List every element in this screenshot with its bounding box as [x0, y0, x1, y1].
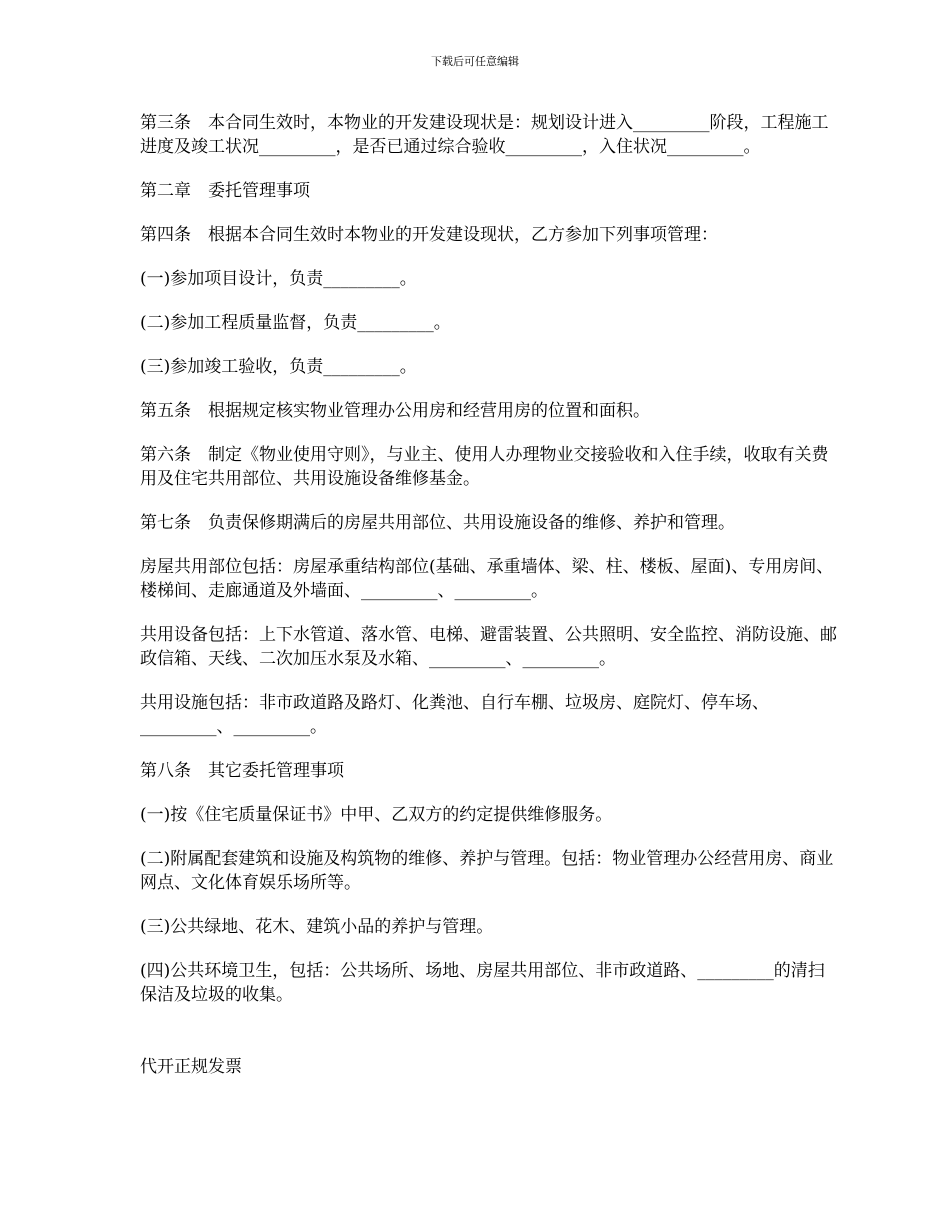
- article-3-paragraph: 第三条 本合同生效时，本物业的开发建设现状是：规划设计进入_________阶段，工程施工进度及竣工状况_________，是否已通过综合验收_________，入住状况_________。: [140, 113, 829, 157]
- chapter-2-heading: 第二章 委托管理事项: [140, 181, 310, 201]
- invoice-note: 代开正规发票: [140, 1057, 242, 1077]
- article-8-item-2: (二)附属配套建筑和设施及构筑物的维修、养护与管理。包括：物业管理办公经营用房、商业网点、文化体育娱乐场所等。: [140, 849, 834, 893]
- page-header: 下载后可任意编辑: [431, 55, 519, 68]
- article-4-item-1: (一)参加项目设计，负责_________。: [140, 269, 417, 289]
- shared-equipment-paragraph: 共用设备包括：上下水管道、落水管、电梯、避雷装置、公共照明、安全监控、消防设施、邮政信箱、天线、二次加压水泵及水箱、_________、_________。: [140, 625, 837, 669]
- article-8-paragraph: 第八条 其它委托管理事项: [140, 761, 344, 781]
- article-7-paragraph: 第七条 负责保修期满后的房屋共用部位、共用设施设备的维修、养护和管理。: [140, 513, 735, 533]
- document-body: [140, 111, 840, 1099]
- article-4-item-3: (三)参加竣工验收，负责_________。: [140, 357, 417, 377]
- article-8-item-4: (四)公共环境卫生，包括：公共场所、场地、房屋共用部位、非市政道路、_________的清扫保洁及垃圾的收集。: [140, 961, 825, 1005]
- article-5-paragraph: 第五条 根据规定核实物业管理办公用房和经营用房的位置和面积。: [140, 401, 650, 421]
- article-4-paragraph: 第四条 根据本合同生效时本物业的开发建设现状，乙方参加下列事项管理：: [140, 225, 718, 245]
- article-4-item-2: (二)参加工程质量监督，负责_________。: [140, 313, 451, 333]
- shared-facilities-paragraph: 共用设施包括：非市政道路及路灯、化粪池、自行车棚、垃圾房、庭院灯、停车场、_________、_________。: [140, 693, 769, 737]
- article-8-item-1: (一)按《住宅质量保证书》中甲、乙双方的约定提供维修服务。: [140, 805, 613, 825]
- shared-parts-paragraph: 房屋共用部位包括：房屋承重结构部位(基础、承重墙体、梁、柱、楼板、屋面)、专用房间、楼梯间、走廊通道及外墙面、_________、_________。: [140, 557, 834, 601]
- article-6-paragraph: 第六条 制定《物业使用守则》，与业主、使用人办理物业交接验收和入住手续，收取有关费用及住宅共用部位、共用设施设备维修基金。: [140, 445, 829, 489]
- article-8-item-3: (三)公共绿地、花木、建筑小品的养护与管理。: [140, 917, 494, 937]
